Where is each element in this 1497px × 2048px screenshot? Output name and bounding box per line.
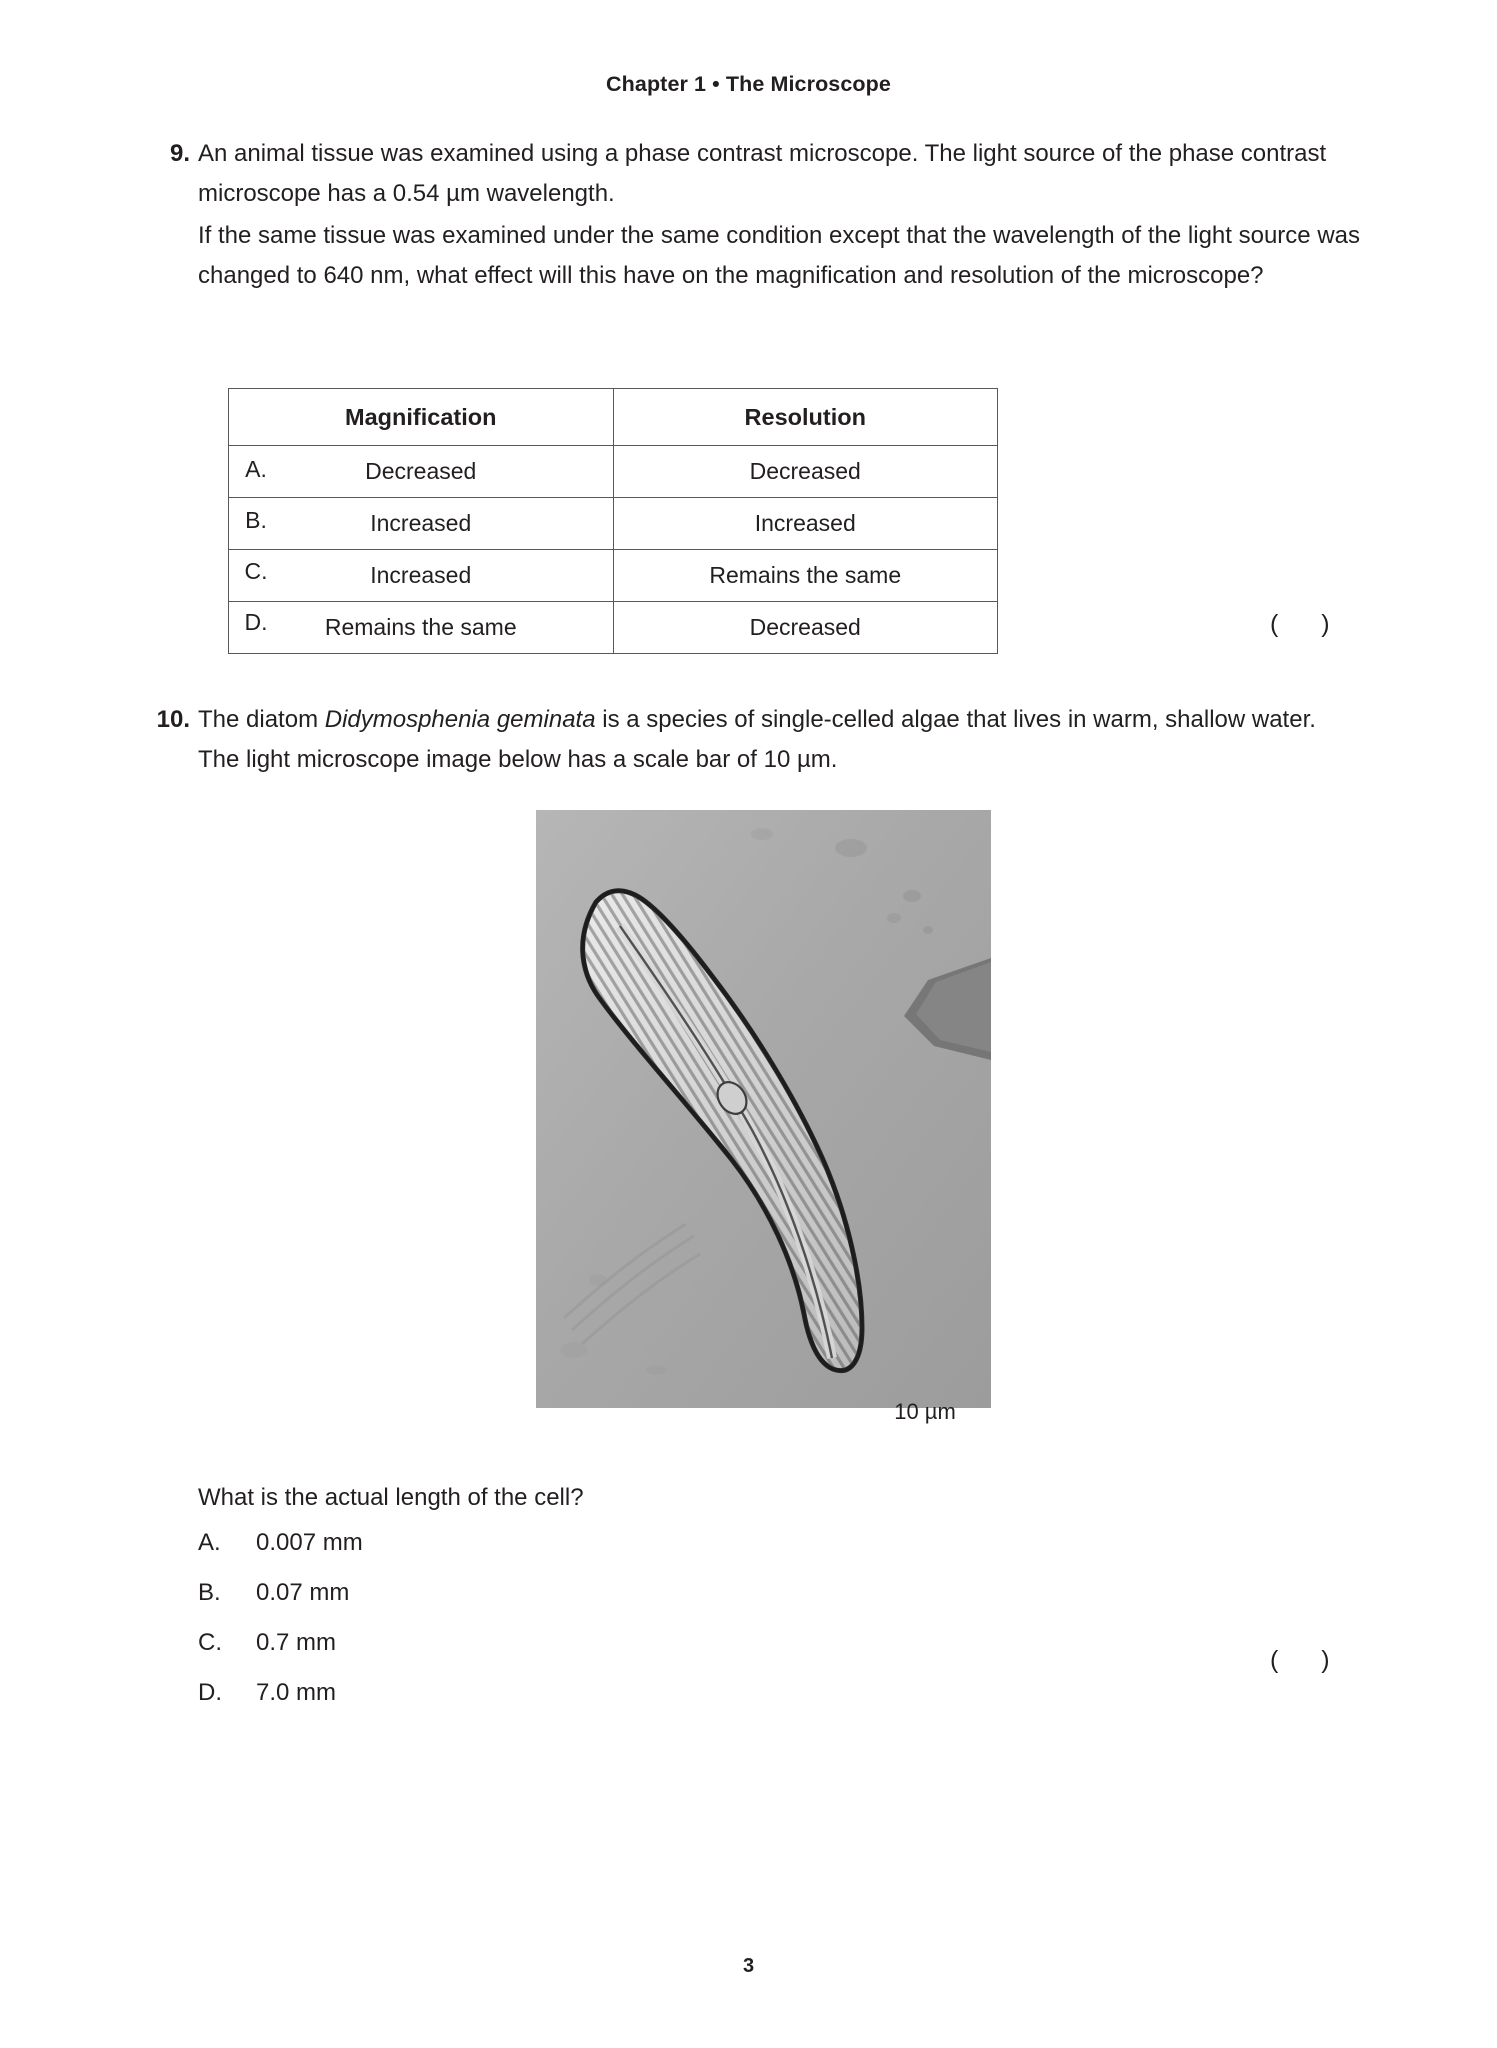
cell-c-resolution: Remains the same <box>613 550 998 602</box>
column-header-resolution: Resolution <box>613 389 998 446</box>
question-10-number: 10. <box>156 706 190 733</box>
option-d[interactable] <box>198 1668 1358 1718</box>
row-letter-d: D. <box>244 609 268 635</box>
option-a-text: 0.007 mm <box>256 1529 363 1556</box>
row-letter-a: A. <box>245 456 267 482</box>
question-9-table <box>228 388 998 654</box>
option-b-letter: B. <box>198 1579 221 1606</box>
stem-text-before: The diatom <box>198 706 325 733</box>
option-d-letter: D. <box>198 1679 222 1706</box>
question-10-answer-bracket[interactable]: ( ) <box>1270 1646 1348 1674</box>
question-9-row-letters <box>228 444 284 648</box>
stem-text-after: is a species of single-celled algae that lives in warm, shallow water. The light microscope image below has a scale bar of 10 µm. <box>198 706 1316 773</box>
question-9-paragraph-1: An animal tissue was examined using a phase contrast microscope. The light source of the phase contrast microscope has a 0.54 µm wavelength. <box>198 140 1327 207</box>
cell-a-resolution: Decreased <box>613 446 998 498</box>
question-9-answer-bracket[interactable]: ( ) <box>1270 610 1348 638</box>
question-10-options <box>198 1518 1358 1718</box>
option-d-text: 7.0 mm <box>256 1679 337 1706</box>
cell-b-magnification: Increased <box>229 498 614 550</box>
option-b[interactable] <box>198 1568 1358 1618</box>
question-10-block <box>138 700 1363 780</box>
option-a-letter: A. <box>198 1529 221 1556</box>
question-9-paragraph-2: If the same tissue was examined under the same condition except that the wavelength of the light source was changed to 640 nm, what effect will this have on the magnification and resolution of the microscope? <box>198 222 1360 289</box>
column-header-magnification: Magnification <box>229 389 614 446</box>
table-row[interactable] <box>229 550 998 602</box>
question-10-sub-question: What is the actual length of the cell? <box>198 1484 584 1511</box>
question-9-block <box>138 134 1363 296</box>
question-9-choice-table-zone <box>138 388 1363 654</box>
cell-c-magnification: Increased <box>229 550 614 602</box>
page-number: 3 <box>742 1955 755 1977</box>
question-10-stem <box>198 700 1363 780</box>
light-micrograph-of-diatom <box>536 810 991 1408</box>
option-c[interactable] <box>198 1618 1358 1668</box>
table-row[interactable] <box>229 498 998 550</box>
cell-d-resolution: Decreased <box>613 602 998 654</box>
cell-d-magnification: Remains the same <box>229 602 614 654</box>
question-9-table-wrapper <box>228 388 998 654</box>
running-head: Chapter 1 • The Microscope <box>606 72 891 96</box>
option-c-text: 0.7 mm <box>256 1629 337 1656</box>
option-c-letter: C. <box>198 1629 222 1656</box>
question-9-number: 9. <box>169 140 190 167</box>
cell-b-resolution: Increased <box>613 498 998 550</box>
species-name: Didymosphenia geminata <box>324 706 596 733</box>
table-row[interactable] <box>229 446 998 498</box>
question-9-body <box>198 134 1363 296</box>
cell-a-magnification: Decreased <box>229 446 614 498</box>
scale-bar-label: 10 µm <box>894 1399 956 1424</box>
question-10-body <box>198 700 1363 780</box>
row-letter-b: B. <box>245 507 267 533</box>
option-b-text: 0.07 mm <box>256 1579 350 1606</box>
table-header-row <box>229 389 998 446</box>
option-a[interactable] <box>198 1518 1358 1568</box>
diatom-image-svg <box>536 810 991 1408</box>
table-row[interactable] <box>229 602 998 654</box>
row-letter-c: C. <box>244 558 268 584</box>
